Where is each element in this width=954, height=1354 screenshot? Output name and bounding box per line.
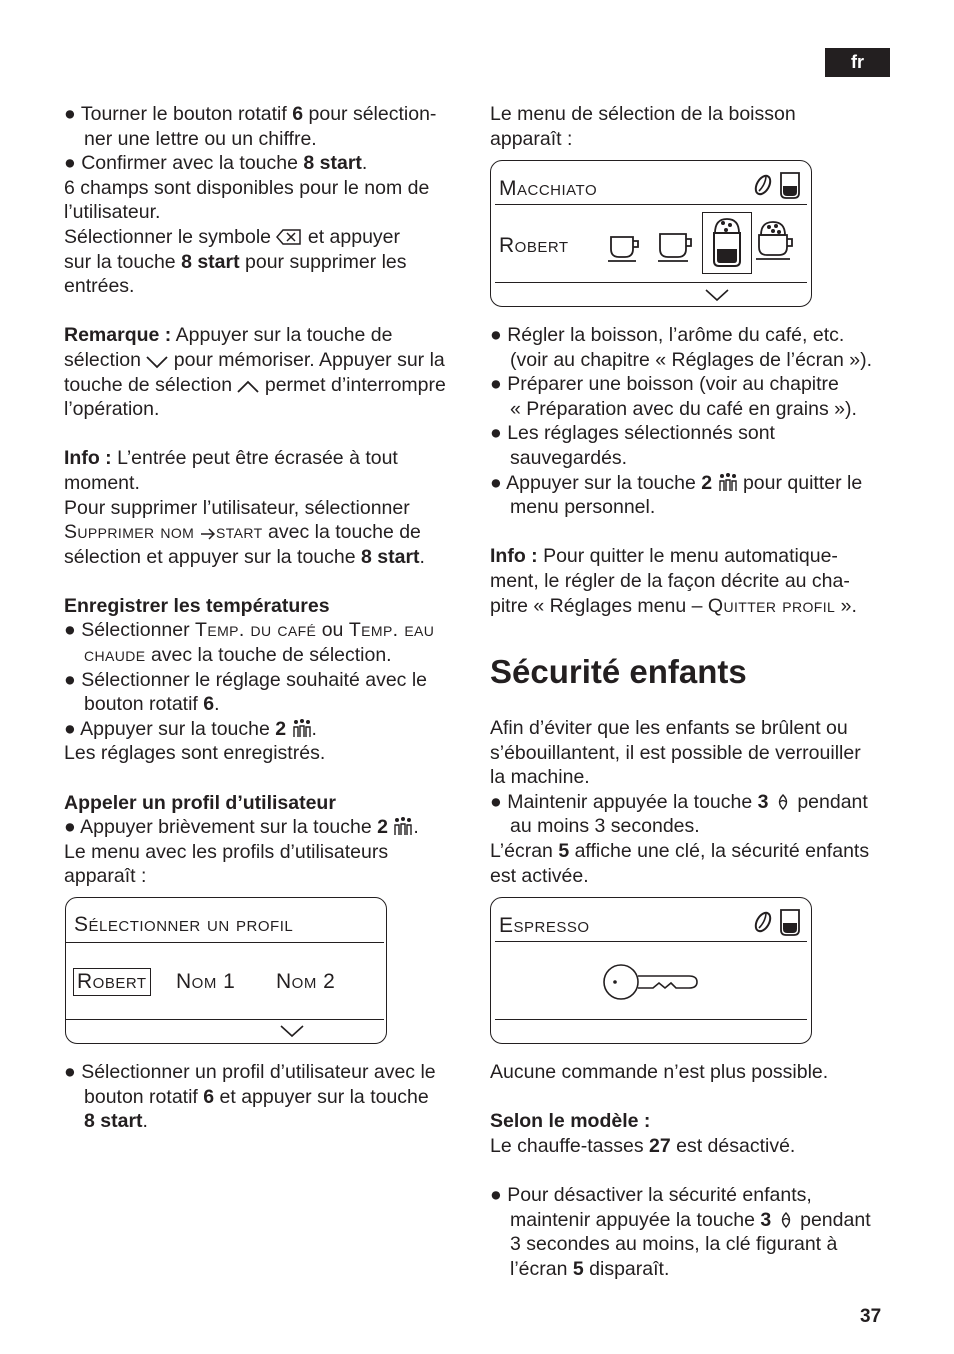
drink-lcd-display	[490, 160, 812, 307]
lcd-title: Sélectionner un profil	[74, 913, 294, 936]
bullet-item: ● Régler la boisson, l’arôme du café, etc. (voir au chapitre « Réglages de l’écran »).	[490, 324, 873, 371]
steam-icon	[777, 1211, 795, 1229]
bullet-item: ● Les réglages sélectionnés sont sauvegardés.	[490, 422, 775, 469]
remark-paragraph: Remarque : Appuyer sur la touche de sélection pour mémoriser. Appuyer sur la touche de sélection permet d’interrompre l’opération.	[64, 324, 446, 421]
profile-icon	[292, 718, 312, 738]
paragraph: Afin d’éviter que les enfants se brûlent ou s’ébouillantent, il est possible de verrouiller la machine.	[490, 717, 861, 789]
large-cup-icon[interactable]	[657, 231, 695, 263]
chevron-down-icon	[146, 355, 168, 369]
model-label: Selon le modèle :	[490, 1110, 651, 1133]
bullet-item: ● Pour désactiver la sécurité enfants, maintenir appuyée la touche 3 pendant 3 secondes au moins, la clé figurant à l’écran 5 disparaît.	[490, 1183, 871, 1280]
bullet-item: ● Tourner le bouton rotatif 6 pour sélection- ner une lettre ou un chiffre.	[64, 103, 437, 150]
paragraph: Le menu de sélection de la boisson apparaît :	[490, 103, 796, 150]
chevron-down-icon	[280, 1024, 304, 1038]
lcd-title: Espresso	[499, 914, 590, 937]
paragraph: Le chauffe-tasses 27 est désactivé.	[490, 1134, 796, 1157]
steam-icon	[774, 793, 792, 811]
chevron-down-icon	[705, 288, 729, 302]
language-tab: fr	[825, 48, 890, 77]
bean-cup-icon	[753, 169, 803, 201]
lcd-user-name: Robert	[499, 234, 569, 257]
right-column-mid	[490, 323, 910, 618]
paragraph: Le menu avec les profils d’utilisateurs apparaît :	[64, 840, 389, 888]
bullet-item: ● Maintenir appuyée la touche 3 pendant au moins 3 secondes.	[490, 790, 868, 838]
lcd-title: Macchiato	[499, 177, 598, 200]
right-column-top	[490, 102, 900, 151]
paragraph: 6 champs sont disponibles pour le nom de l’utilisateur. Sélectionner le symbole et appuyer sur la touche 8 start pour supprimer les entrées.	[64, 176, 430, 298]
bullet-item: ● Sélectionner le réglage souhaité avec le bouton rotatif 6.	[64, 668, 428, 716]
bullet-item: ● Appuyer brièvement sur la touche 2 .	[64, 816, 419, 839]
section-title: Sécurité enfants	[490, 653, 747, 690]
profile-icon	[393, 816, 413, 836]
info-paragraph: Info : L’entrée peut être écrasée à tout moment. Pour supprimer l’utilisateur, sélectionner Supprimer nom start avec la touche de sélection et appuyer sur la touche 8 start.	[64, 447, 425, 568]
right-column-security	[490, 716, 910, 888]
bullet-item: ● Sélectionner un profil d’utilisateur avec le bouton rotatif 6 et appuyer sur la touche 8 start.	[64, 1061, 436, 1133]
temperature-heading: Enregistrer les températures	[64, 594, 330, 617]
key-icon	[601, 960, 701, 1004]
profile-heading: Appeler un profil d’utilisateur	[64, 791, 336, 814]
bean-cup-icon	[753, 906, 803, 938]
page-number: 37	[860, 1306, 882, 1327]
bullet-item: ● Appuyer sur la touche 2 .	[64, 717, 317, 740]
left-column-end	[64, 1060, 474, 1134]
cup-icon[interactable]	[607, 233, 643, 263]
profile-option[interactable]: Nom 2	[276, 970, 336, 993]
backspace-icon	[276, 228, 302, 246]
paragraph: Aucune commande n’est plus possible.	[490, 1061, 829, 1083]
info-paragraph: Info : Pour quitter le menu automatique- ment, le régler de la façon décrite au cha- pitre « Réglages menu – Quitter profil ».	[490, 545, 857, 617]
cappuccino-cup-icon[interactable]	[755, 219, 795, 263]
profile-option[interactable]: Nom 1	[176, 970, 236, 993]
bullet-item: ● Sélectionner Temp. du café ou Temp. eau chaude avec la touche de sélection.	[64, 619, 435, 667]
bullet-item: ● Confirmer avec la touche 8 start.	[64, 152, 368, 175]
paragraph: Les réglages sont enregistrés.	[64, 742, 326, 765]
lock-lcd-display	[490, 897, 812, 1044]
bullet-item: ● Appuyer sur la touche 2 pour quitter le menu personnel.	[490, 471, 863, 519]
bullet-item: ● Préparer une boisson (voir au chapitre « Préparation avec du café en grains »).	[490, 373, 857, 420]
right-column-bottom	[490, 1060, 910, 1281]
arrow-right-icon	[200, 527, 216, 541]
left-column	[64, 102, 474, 889]
paragraph: L’écran 5 affiche une clé, la sécurité enfants est activée.	[490, 839, 870, 887]
profile-lcd-display	[65, 897, 387, 1044]
profile-icon	[718, 472, 738, 492]
profile-option-selected[interactable]: Robert	[73, 968, 151, 996]
chevron-up-icon	[237, 380, 259, 394]
macchiato-glass-icon-selected[interactable]	[702, 212, 752, 274]
